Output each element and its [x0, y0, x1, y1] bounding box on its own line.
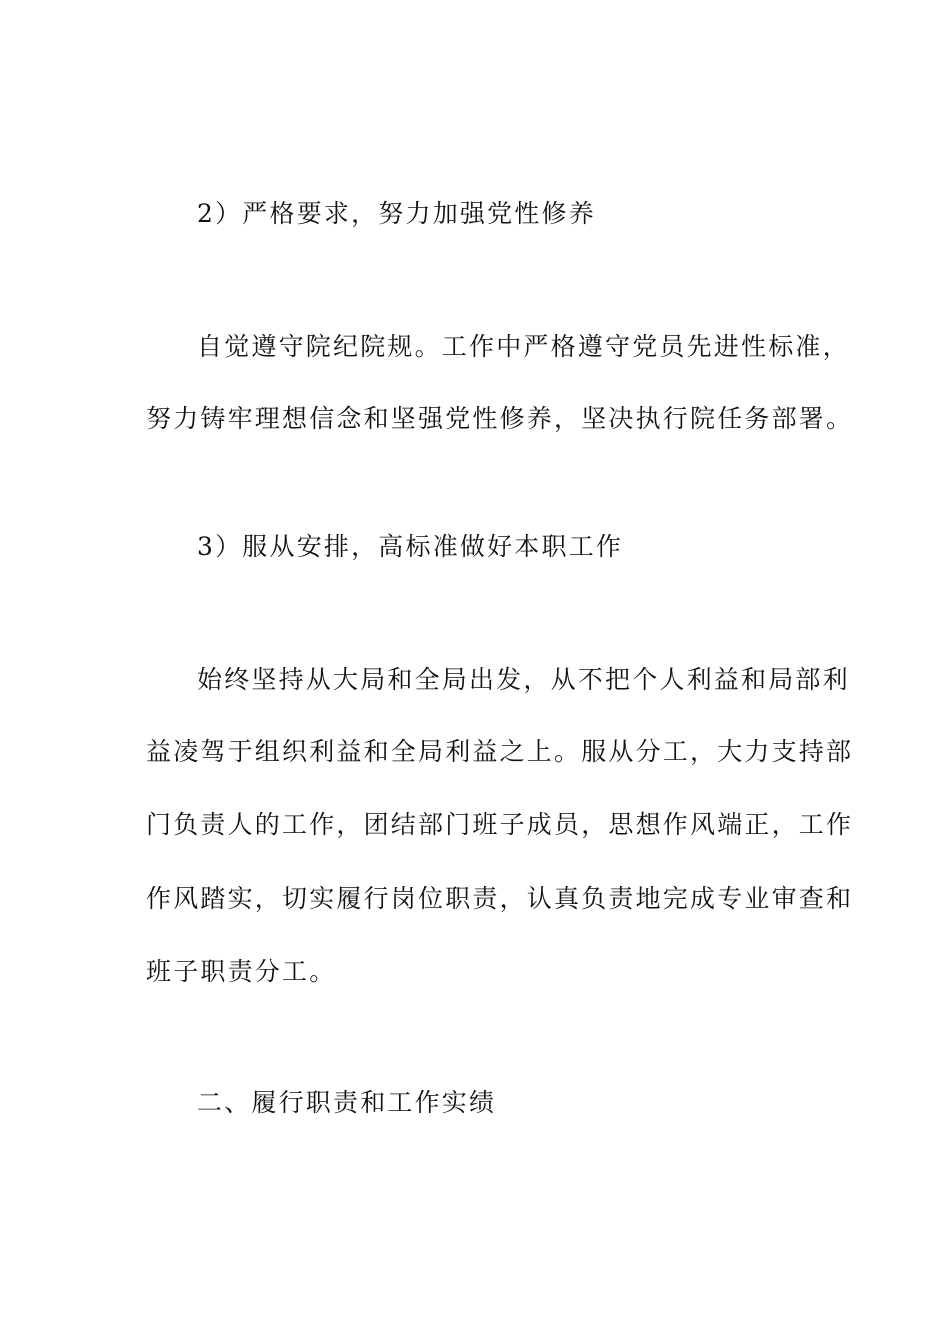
subheading-3: 3）服从安排，高标准做好本职工作: [197, 532, 624, 561]
paragraph-line: 班子职责分工。: [146, 957, 337, 986]
paragraph-line: 门负责人的工作，团结部门班子成员，思想作风端正，工作: [146, 810, 854, 839]
paragraph-line: 努力铸牢理想信念和坚强党性修养，坚决执行院任务部署。: [146, 404, 854, 433]
section-heading: 二、履行职责和工作实绩: [197, 1088, 497, 1117]
subheading-2: 2）严格要求，努力加强党性修养: [197, 199, 596, 228]
paragraph-line: 益凌驾于组织利益和全局利益之上。服从分工，大力支持部: [146, 737, 854, 766]
paragraph-line: 作风踏实，切实履行岗位职责，认真负责地完成专业审查和: [146, 884, 854, 913]
paragraph-line: 自觉遵守院纪院规。工作中严格遵守党员先进性标准，: [197, 332, 850, 361]
paragraph-line: 始终坚持从大局和全局出发，从不把个人利益和局部利: [197, 665, 850, 694]
